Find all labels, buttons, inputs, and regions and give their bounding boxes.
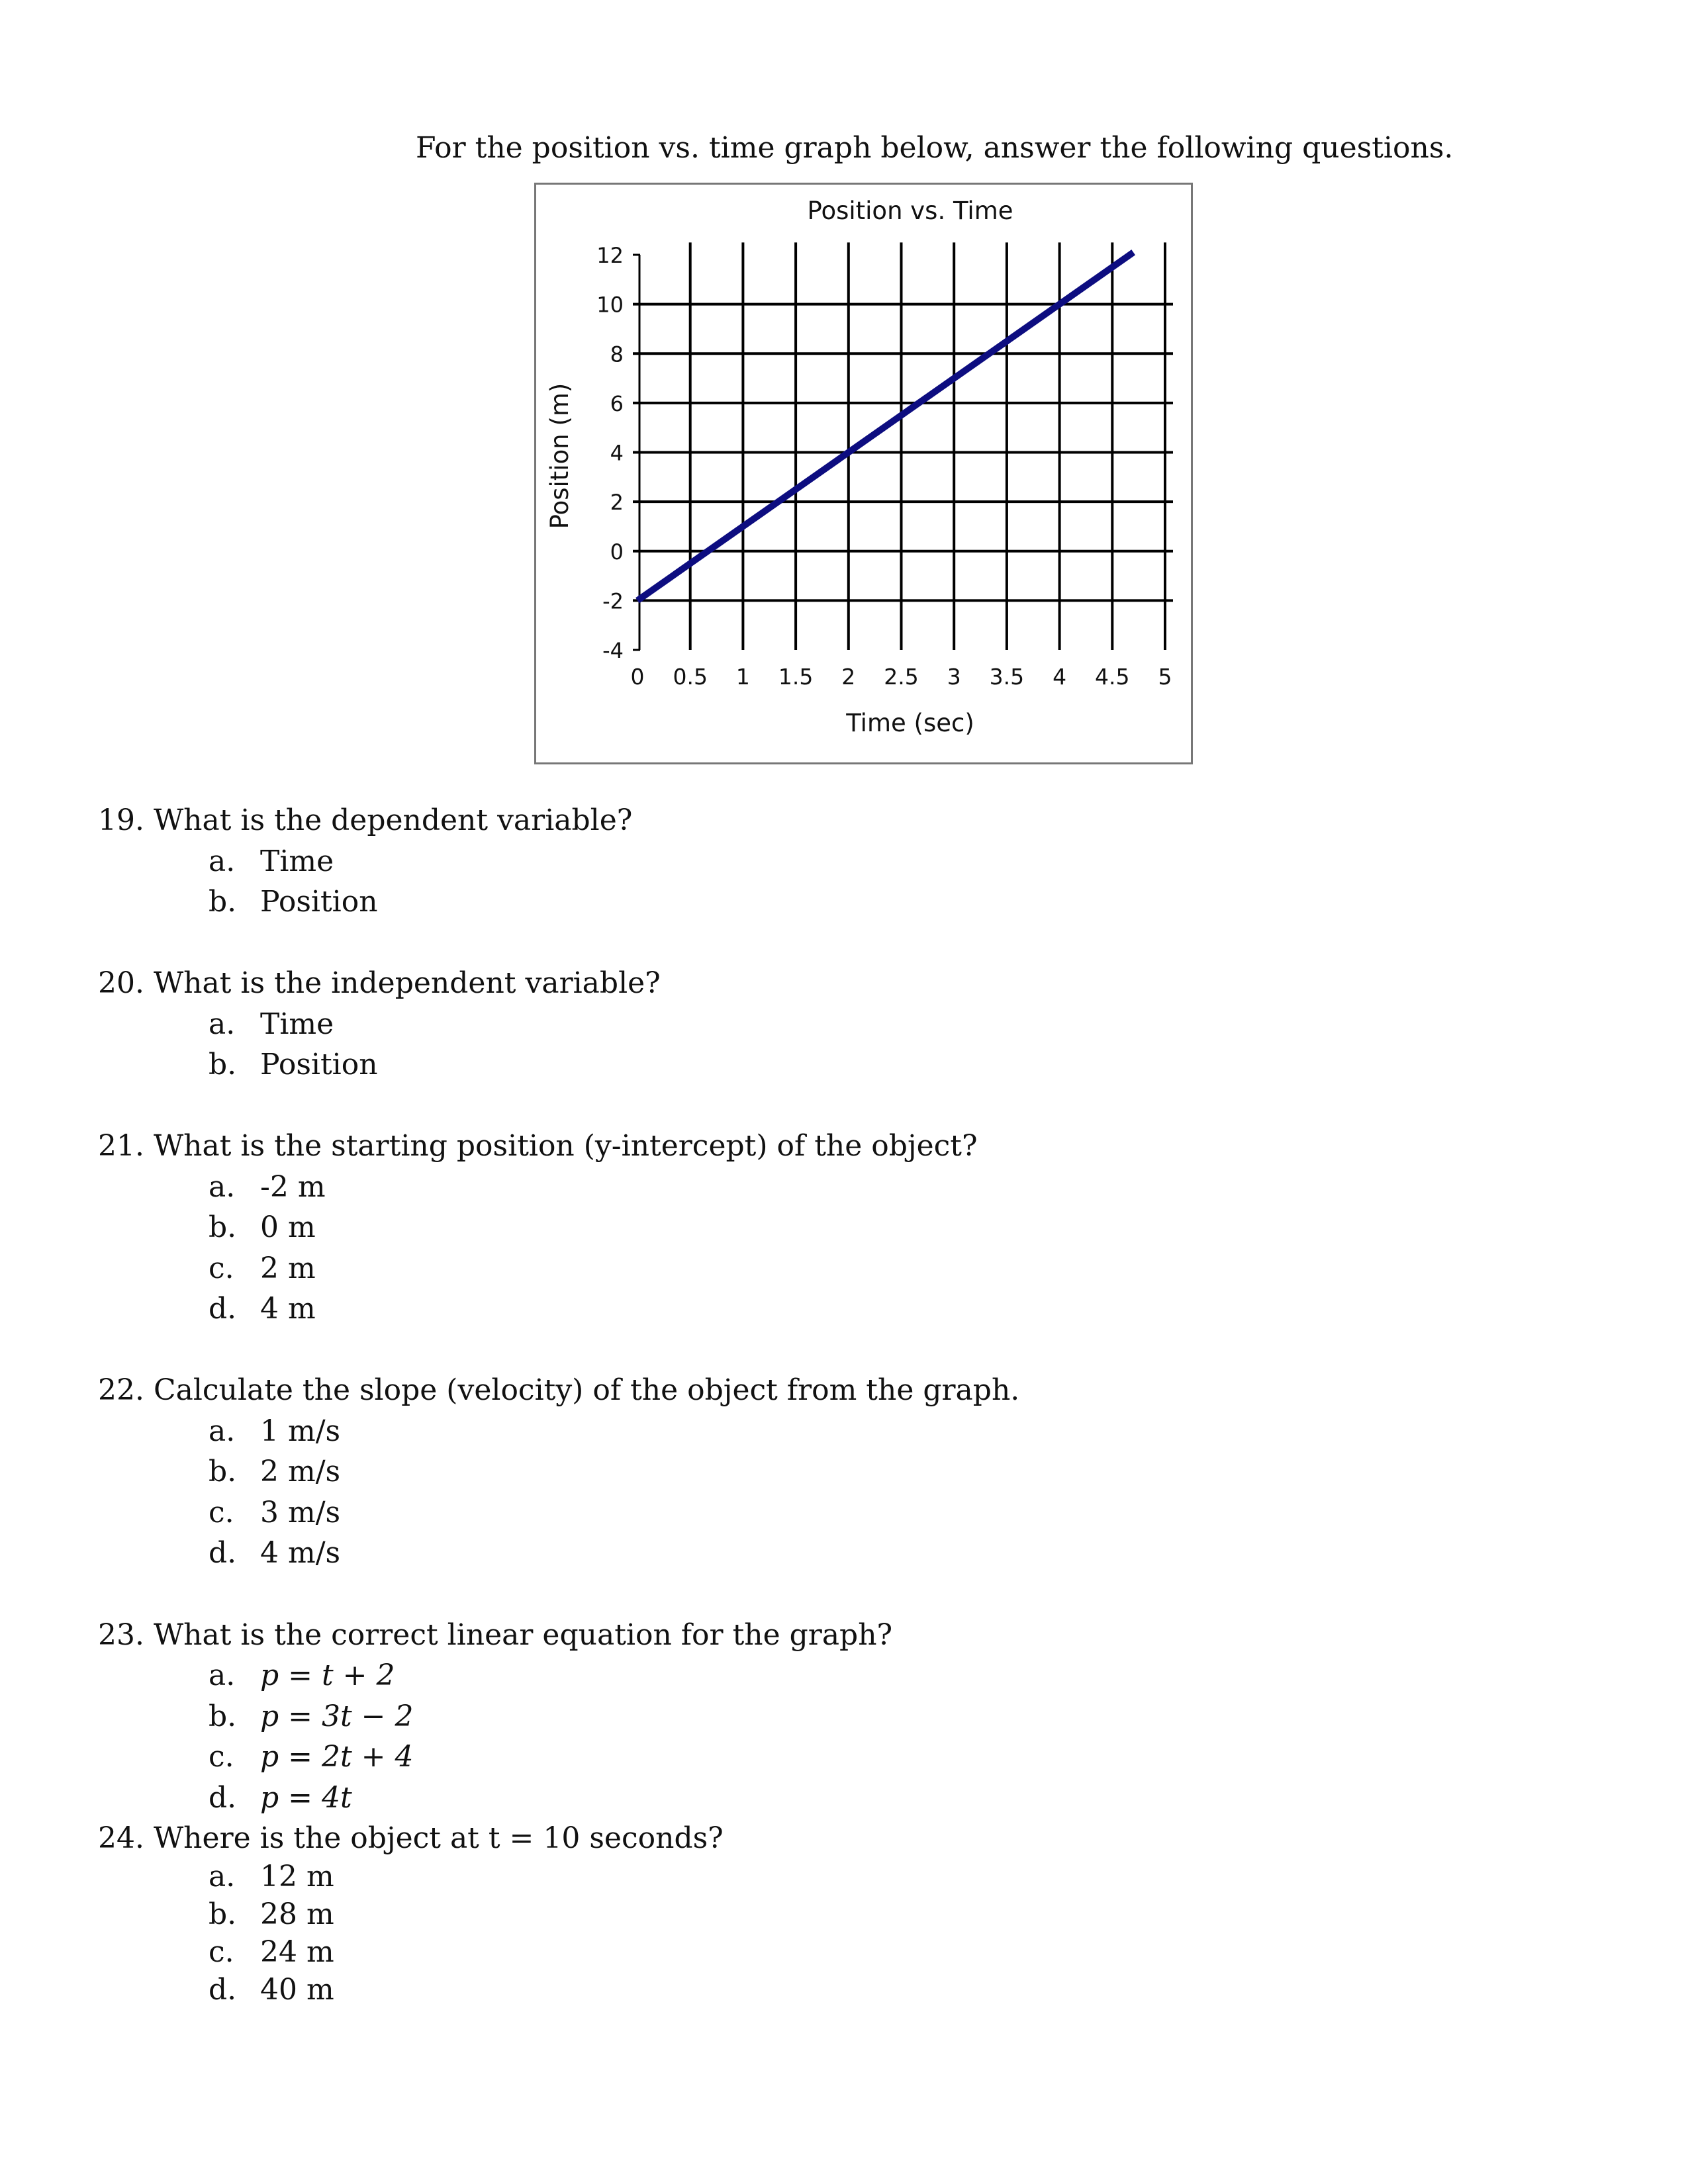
question-21: 21. What is the starting position (y-intercept) of the object? <box>98 1129 978 1163</box>
option-equation: p = t + 2 <box>260 1659 395 1692</box>
option-letter: d. <box>209 1292 237 1326</box>
option-text: 40 m <box>260 1973 334 2007</box>
option-letter: a. <box>209 1659 236 1692</box>
question-24: 24. Where is the object at t = 10 seconds? <box>98 1821 724 1855</box>
option-text: 2 m <box>260 1251 316 1285</box>
option-letter: d. <box>209 1536 237 1570</box>
option-equation: p = 3t − 2 <box>260 1700 414 1733</box>
y-tick-label: 4 <box>610 440 624 466</box>
x-tick-label: 2.5 <box>884 664 919 690</box>
x-axis-label: Time (sec) <box>846 709 974 737</box>
instructions: For the position vs. time graph below, answer the following questions. <box>416 131 1454 165</box>
question-23: 23. What is the correct linear equation for the graph? <box>98 1618 893 1652</box>
option-letter: a. <box>209 1860 236 1893</box>
option-text: Position <box>260 885 378 919</box>
option-text: 0 m <box>260 1210 316 1244</box>
y-tick-label: -2 <box>602 588 624 614</box>
option-letter: d. <box>209 1781 237 1815</box>
option-letter: c. <box>209 1740 234 1774</box>
x-tick-label: 4.5 <box>1095 664 1130 690</box>
option-letter: a. <box>209 1007 236 1041</box>
x-tick-label: 3.5 <box>989 664 1025 690</box>
option-text: Time <box>260 1007 334 1041</box>
option-text: 2 m/s <box>260 1455 341 1488</box>
x-tick-label: 3 <box>947 664 961 690</box>
option-letter: b. <box>209 1048 237 1081</box>
question-20: 20. What is the independent variable? <box>98 966 661 1000</box>
chart-svg <box>536 185 1195 766</box>
question-19: 19. What is the dependent variable? <box>98 803 633 837</box>
y-tick-label: 0 <box>610 539 624 565</box>
option-letter: b. <box>209 1455 237 1488</box>
option-text: -2 m <box>260 1170 326 1204</box>
x-tick-label: 4 <box>1053 664 1067 690</box>
option-text: 3 m/s <box>260 1496 341 1529</box>
y-axis-label: Position (m) <box>545 383 574 529</box>
option-text: Position <box>260 1048 378 1081</box>
y-tick-label: 2 <box>610 490 624 516</box>
option-letter: b. <box>209 885 237 919</box>
x-tick-label: 1.5 <box>778 664 814 690</box>
option-text: 4 m/s <box>260 1536 341 1570</box>
option-letter: a. <box>209 1170 236 1204</box>
option-letter: c. <box>209 1496 234 1529</box>
chart-grid <box>633 242 1173 650</box>
option-text: 4 m <box>260 1292 316 1326</box>
option-text: Time <box>260 844 334 878</box>
x-tick-label: 0 <box>630 664 645 690</box>
position-time-chart <box>534 183 1193 764</box>
option-letter: b. <box>209 1897 237 1931</box>
option-equation: p = 2t + 4 <box>260 1740 414 1774</box>
option-text: 1 m/s <box>260 1414 341 1448</box>
x-tick-label: 0.5 <box>673 664 708 690</box>
y-tick-label: 8 <box>610 341 624 367</box>
x-tick-label: 2 <box>841 664 856 690</box>
y-tick-label: 12 <box>596 243 624 268</box>
x-tick-label: 5 <box>1158 664 1172 690</box>
y-tick-label: -4 <box>602 638 624 663</box>
x-tick-label: 1 <box>735 664 750 690</box>
y-tick-label: 6 <box>610 390 624 416</box>
option-letter: c. <box>209 1251 234 1285</box>
option-letter: a. <box>209 1414 236 1448</box>
option-letter: d. <box>209 1973 237 2007</box>
option-letter: c. <box>209 1935 234 1969</box>
option-letter: b. <box>209 1210 237 1244</box>
option-text: 12 m <box>260 1860 334 1893</box>
option-text: 28 m <box>260 1897 334 1931</box>
option-letter: a. <box>209 844 236 878</box>
question-22: 22. Calculate the slope (velocity) of the object from the graph. <box>98 1373 1020 1407</box>
option-text: 24 m <box>260 1935 334 1969</box>
y-tick-label: 10 <box>596 292 624 318</box>
option-letter: b. <box>209 1700 237 1733</box>
option-equation: p = 4t <box>260 1781 352 1815</box>
chart-title: Position vs. Time <box>807 197 1013 225</box>
